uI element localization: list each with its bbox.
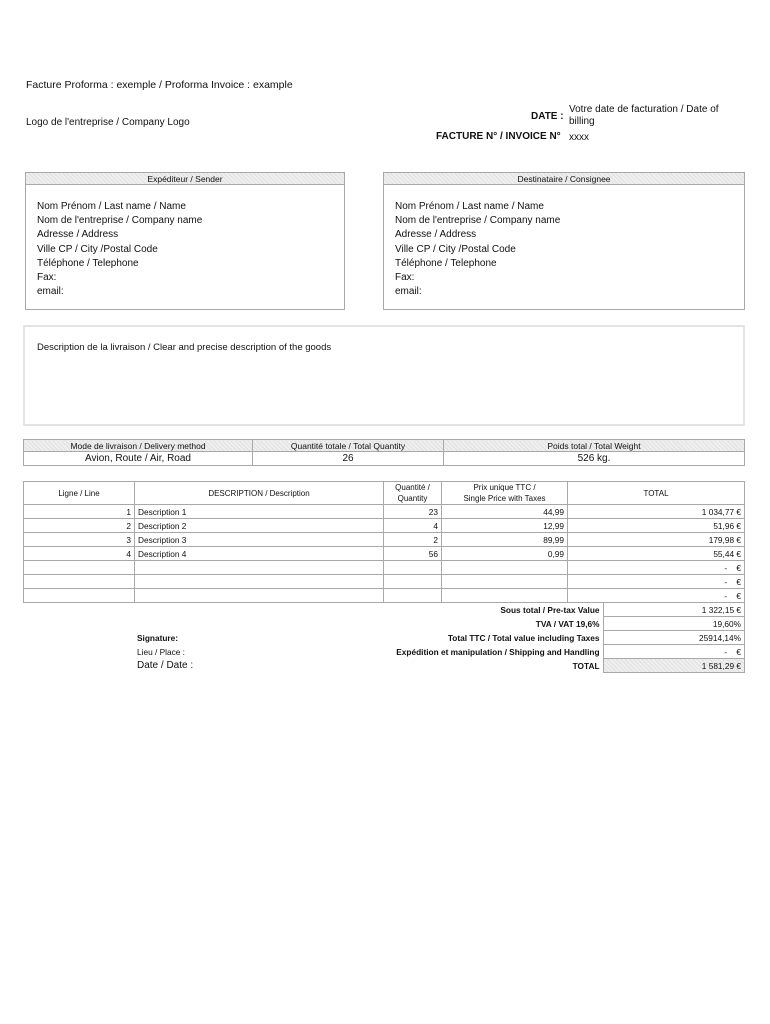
consignee-city: Ville CP / City /Postal Code	[395, 243, 516, 255]
row-price: 89,99	[442, 533, 568, 547]
signature-label: Signature:	[137, 632, 179, 643]
quantity-header-line1: Quantité /	[395, 483, 430, 492]
column-header-quantity	[384, 482, 442, 505]
subtotal-label: Sous total / Pre-tax Value	[500, 604, 600, 615]
consignee-heading: Destinataire / Consignee	[384, 173, 744, 185]
line-items-table	[23, 481, 745, 603]
grand-total-value: 1 581,29 €	[603, 659, 744, 673]
table-row[interactable]	[24, 519, 745, 533]
row-description: Description 1	[135, 505, 384, 519]
row-description: Description 2	[135, 519, 384, 533]
total-ttc-value: 25914,14%	[603, 631, 744, 645]
column-header-description: DESCRIPTION / Description	[135, 482, 384, 505]
row-price: 44,99	[442, 505, 568, 519]
invoice-number-label: FACTURE N° / INVOICE N°	[436, 131, 561, 142]
sender-details[interactable]	[26, 185, 344, 299]
row-line	[24, 561, 135, 575]
vat-value[interactable]: 19,60%	[603, 617, 744, 631]
total-quantity-header: Quantité totale / Total Quantity	[253, 440, 444, 452]
sender-fax: Fax:	[37, 272, 57, 284]
row-description	[135, 575, 384, 589]
sender-box	[25, 172, 345, 310]
column-header-total: TOTAL	[568, 482, 745, 505]
price-header-line1: Prix unique TTC /	[473, 483, 536, 492]
goods-description-box[interactable]	[23, 325, 745, 426]
signature-date-label: Date / Date :	[137, 660, 194, 671]
consignee-address: Adresse / Address	[395, 229, 477, 241]
row-description	[135, 561, 384, 575]
row-total: - €	[568, 589, 745, 603]
document-title: Facture Proforma : exemple / Proforma Invoice : example	[26, 79, 293, 91]
row-total: 51,96 €	[568, 519, 745, 533]
row-total: - €	[568, 575, 745, 589]
row-quantity	[384, 589, 442, 603]
row-price	[442, 589, 568, 603]
consignee-details[interactable]	[384, 185, 744, 299]
table-row[interactable]	[24, 575, 745, 589]
sender-email: email:	[37, 286, 64, 298]
row-total: 1 034,77 €	[568, 505, 745, 519]
table-row[interactable]	[24, 547, 745, 561]
table-row[interactable]	[24, 561, 745, 575]
row-line: 2	[24, 519, 135, 533]
row-description	[135, 589, 384, 603]
row-description: Description 3	[135, 533, 384, 547]
row-total: - €	[568, 561, 745, 575]
column-header-price	[442, 482, 568, 505]
consignee-box	[383, 172, 745, 310]
goods-description-text: Description de la livraison / Clear and precise description of the goods	[37, 342, 332, 353]
row-quantity: 2	[384, 533, 442, 547]
total-weight-header: Poids total / Total Weight	[444, 440, 745, 452]
sender-name: Nom Prénom / Last name / Name	[37, 201, 186, 212]
total-ttc-label: Total TTC / Total value including Taxes	[447, 632, 600, 643]
row-line: 3	[24, 533, 135, 547]
row-price: 0,99	[442, 547, 568, 561]
total-weight-value[interactable]: 526 kg.	[444, 452, 745, 466]
table-row[interactable]	[24, 505, 745, 519]
row-price	[442, 575, 568, 589]
consignee-company: Nom de l'entreprise / Company name	[395, 215, 561, 227]
row-quantity: 56	[384, 547, 442, 561]
shipping-handling-label: Expédition et manipulation / Shipping and Handling	[396, 646, 600, 657]
row-description: Description 4	[135, 547, 384, 561]
delivery-method-value[interactable]: Avion, Route / Air, Road	[24, 452, 253, 466]
row-line	[24, 575, 135, 589]
sender-address: Adresse / Address	[37, 229, 119, 241]
row-quantity	[384, 575, 442, 589]
row-quantity: 4	[384, 519, 442, 533]
table-row[interactable]	[24, 589, 745, 603]
sender-heading: Expéditeur / Sender	[26, 173, 344, 185]
place-label: Lieu / Place :	[137, 646, 185, 657]
row-line: 4	[24, 547, 135, 561]
row-line: 1	[24, 505, 135, 519]
price-header-line2: Single Price with Taxes	[463, 494, 546, 503]
quantity-header-line2: Quantity	[397, 494, 428, 503]
shipping-handling-value[interactable]: - €	[603, 645, 744, 659]
consignee-name: Nom Prénom / Last name / Name	[395, 201, 544, 212]
delivery-method-header: Mode de livraison / Delivery method	[24, 440, 253, 452]
table-row[interactable]	[24, 533, 745, 547]
date-label: DATE :	[531, 111, 564, 122]
consignee-fax: Fax:	[395, 272, 415, 284]
summary-table	[134, 602, 745, 673]
row-quantity: 23	[384, 505, 442, 519]
date-value[interactable]: Votre date de facturation / Date of billing	[569, 104, 719, 127]
row-price: 12,99	[442, 519, 568, 533]
company-logo-placeholder: Logo de l'entreprise / Company Logo	[26, 117, 190, 128]
sender-city: Ville CP / City /Postal Code	[37, 243, 158, 255]
consignee-phone: Téléphone / Telephone	[395, 257, 497, 269]
row-price	[442, 561, 568, 575]
shipping-table	[23, 439, 745, 466]
column-header-line: Ligne / Line	[24, 482, 135, 505]
grand-total-label: TOTAL	[572, 660, 600, 671]
subtotal-value: 1 322,15 €	[603, 603, 744, 617]
row-total: 55,44 €	[568, 547, 745, 561]
row-quantity	[384, 561, 442, 575]
total-quantity-value[interactable]: 26	[253, 452, 444, 466]
row-line	[24, 589, 135, 603]
sender-company: Nom de l'entreprise / Company name	[37, 215, 203, 227]
invoice-number-value[interactable]: xxxx	[569, 132, 589, 143]
vat-label: TVA / VAT 19,6%	[535, 618, 600, 629]
sender-phone: Téléphone / Telephone	[37, 257, 139, 269]
row-total: 179,98 €	[568, 533, 745, 547]
consignee-email: email:	[395, 286, 422, 298]
